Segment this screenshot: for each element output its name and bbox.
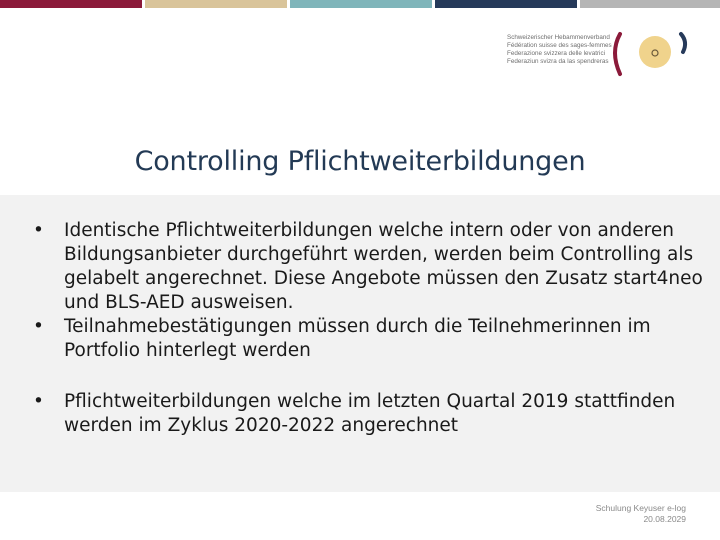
footer: [596, 503, 686, 525]
bullet-list: [33, 219, 703, 438]
bullet-text: Teilnahmebestätigungen müssen durch die Teilnehmerinnen im Portfolio hinterlegt werden: [64, 316, 651, 361]
bullet-icon: •: [33, 220, 44, 241]
color-bar-segment: [435, 0, 577, 8]
bullet-icon: •: [33, 391, 44, 412]
logo-left-bracket: [615, 34, 620, 74]
color-bar-segment: [145, 0, 287, 8]
footer-label: Schulung Keyuser e-log: [595, 503, 686, 513]
bullet-icon: •: [33, 316, 44, 337]
color-bar-segment: [290, 0, 432, 8]
footer-date: 20.08.2029: [643, 514, 686, 524]
organization-name-de: Schweizerischer Hebammenverband: [507, 34, 610, 41]
bullet-text: Identische Pflichtweiterbildungen welche intern oder von anderen Bildungsanbieter durchgeführt werden, werden beim Controlling als gelabelt angerechnet. Diese Angebote müssen den Zusatz start4neo und BLS-AED ausweisen.: [64, 220, 703, 313]
organization-logo-icon: [604, 22, 694, 82]
organization-name-block: [507, 34, 612, 66]
color-bar-segment: [0, 0, 142, 8]
organization-name-it: Federazione svizzera delle levatrici: [507, 50, 605, 57]
color-bar-segment: [580, 0, 720, 8]
bullet-item: [33, 315, 703, 363]
organization-name-rm: Federaziun svizra da las spendreras: [507, 58, 609, 65]
slide-title: Controlling Pflichtweiterbildungen: [134, 146, 586, 177]
bullet-text: Pflichtweiterbildungen welche im letzten Quartal 2019 stattfinden werden im Zyklus 2020-2022 angerechnet: [64, 391, 676, 436]
logo-circle: [639, 36, 671, 68]
bullet-item: [33, 219, 703, 315]
top-color-bar: [0, 0, 720, 8]
bullet-item: [33, 390, 703, 438]
logo-right-bracket: [681, 34, 685, 52]
organization-name-fr: Fédération suisse des sages-femmes: [507, 42, 612, 49]
